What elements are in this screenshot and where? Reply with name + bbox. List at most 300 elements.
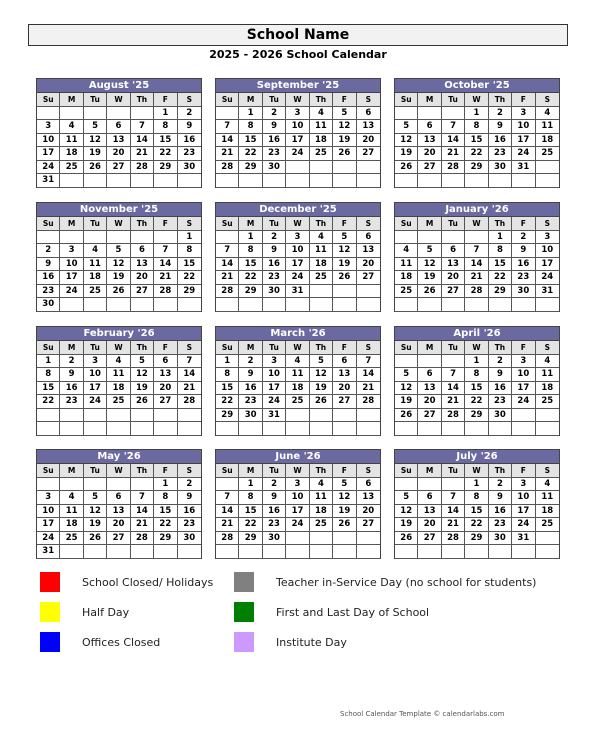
day-cell: 26 [84,532,107,546]
empty-day-cell [154,545,177,559]
day-cell: 26 [107,285,130,299]
empty-day-cell [216,298,239,312]
day-cell: 8 [178,244,201,258]
day-cell: 29 [216,409,239,423]
day-cell: 27 [418,161,441,175]
weekday-header: Su [216,464,239,478]
day-cell: 17 [37,147,60,161]
day-cell: 1 [216,355,239,369]
day-cell: 15 [239,505,262,519]
day-cell: 2 [263,231,286,245]
weekday-header: Tu [84,341,107,355]
weekday-header: F [333,93,356,107]
day-cell: 3 [512,478,535,492]
day-cell: 29 [178,285,201,299]
month-calendar [215,449,381,559]
day-cell: 12 [333,244,356,258]
day-cell: 25 [310,147,333,161]
day-cell: 10 [512,491,535,505]
empty-day-cell [310,409,333,423]
month-title: January '26 [395,203,559,217]
weekday-header: Tu [263,341,286,355]
day-cell: 14 [357,368,380,382]
day-cell: 21 [216,147,239,161]
day-cell: 12 [107,258,130,272]
day-cell: 5 [395,491,418,505]
day-cell: 14 [154,258,177,272]
day-cell: 30 [512,285,535,299]
day-cell: 5 [395,368,418,382]
empty-day-cell [512,409,535,423]
weekday-header: Su [216,93,239,107]
day-cell: 21 [442,395,465,409]
day-cell: 21 [178,382,201,396]
day-cell: 18 [536,134,559,148]
month-calendar [36,78,202,188]
day-cell: 24 [536,271,559,285]
day-cell: 13 [107,505,130,519]
day-cell: 13 [357,120,380,134]
day-cell: 15 [239,134,262,148]
day-cell: 28 [442,532,465,546]
weekday-header: M [418,341,441,355]
day-cell: 23 [512,271,535,285]
day-cell: 25 [310,518,333,532]
day-cell: 16 [60,382,83,396]
day-cell: 11 [60,134,83,148]
day-cell: 3 [60,244,83,258]
legend-label: School Closed/ Holidays [82,575,214,589]
day-cell: 13 [418,382,441,396]
day-cell: 7 [442,368,465,382]
day-cell: 6 [442,244,465,258]
day-cell: 22 [239,518,262,532]
empty-day-cell [216,231,239,245]
month-title: February '26 [37,327,201,341]
day-cell: 22 [37,395,60,409]
weekday-header: M [239,464,262,478]
day-cell: 3 [37,120,60,134]
weekday-header: Tu [442,341,465,355]
weekday-header: Su [395,464,418,478]
day-cell: 11 [60,505,83,519]
day-cell: 20 [418,395,441,409]
day-cell: 28 [131,161,154,175]
day-cell: 20 [107,147,130,161]
empty-day-cell [60,107,83,121]
day-cell: 18 [60,147,83,161]
day-cell: 1 [239,231,262,245]
empty-day-cell [154,298,177,312]
day-cell: 9 [37,258,60,272]
empty-day-cell [418,422,441,436]
day-cell: 1 [154,107,177,121]
empty-day-cell [536,409,559,423]
day-cell: 6 [357,107,380,121]
month-day-grid [37,464,201,559]
weekday-header: F [512,341,535,355]
day-cell: 30 [239,409,262,423]
day-cell: 27 [131,285,154,299]
day-cell: 19 [395,147,418,161]
empty-day-cell [333,422,356,436]
month-title: October '25 [395,79,559,93]
day-cell: 8 [465,120,488,134]
weekday-header: Tu [442,93,465,107]
day-cell: 29 [465,532,488,546]
day-cell: 28 [442,161,465,175]
day-cell: 2 [178,107,201,121]
weekday-header: Su [395,217,418,231]
day-cell: 24 [37,532,60,546]
day-cell: 26 [131,395,154,409]
month-day-grid [216,93,380,188]
empty-day-cell [333,285,356,299]
day-cell: 15 [37,382,60,396]
weekday-header: M [60,217,83,231]
weekday-header: Th [310,464,333,478]
legend-item [234,602,429,622]
day-cell: 9 [239,368,262,382]
weekday-header: F [154,93,177,107]
empty-day-cell [536,545,559,559]
empty-day-cell [131,298,154,312]
weekday-header: M [239,93,262,107]
day-cell: 6 [333,355,356,369]
empty-day-cell [465,298,488,312]
day-cell: 14 [131,505,154,519]
day-cell: 6 [418,491,441,505]
legend-item [234,632,347,652]
day-cell: 21 [442,147,465,161]
weekday-header: F [512,464,535,478]
month-calendar [215,202,381,312]
empty-day-cell [107,409,130,423]
empty-day-cell [131,107,154,121]
weekday-header: Su [37,464,60,478]
day-cell: 30 [489,532,512,546]
empty-day-cell [395,355,418,369]
day-cell: 28 [442,409,465,423]
weekday-header: M [418,464,441,478]
day-cell: 4 [536,478,559,492]
day-cell: 18 [84,271,107,285]
empty-day-cell [310,285,333,299]
empty-day-cell [263,422,286,436]
day-cell: 19 [84,147,107,161]
empty-day-cell [131,545,154,559]
day-cell: 4 [60,120,83,134]
month-day-grid [37,217,201,312]
day-cell: 3 [286,231,309,245]
day-cell: 9 [263,491,286,505]
day-cell: 26 [395,532,418,546]
day-cell: 5 [131,355,154,369]
month-title: May '26 [37,450,201,464]
day-cell: 13 [333,368,356,382]
day-cell: 3 [37,491,60,505]
day-cell: 7 [216,491,239,505]
day-cell: 19 [418,271,441,285]
day-cell: 14 [216,134,239,148]
day-cell: 7 [357,355,380,369]
day-cell: 1 [239,478,262,492]
empty-day-cell [37,478,60,492]
day-cell: 19 [310,382,333,396]
empty-day-cell [286,174,309,188]
day-cell: 6 [418,368,441,382]
month-calendar [36,449,202,559]
weekday-header: Tu [442,217,465,231]
day-cell: 12 [310,368,333,382]
day-cell: 25 [536,395,559,409]
empty-day-cell [536,298,559,312]
weekday-header: W [286,93,309,107]
day-cell: 18 [536,505,559,519]
empty-day-cell [333,161,356,175]
day-cell: 19 [395,518,418,532]
day-cell: 13 [418,134,441,148]
empty-day-cell [442,174,465,188]
weekday-header: W [286,217,309,231]
day-cell: 9 [178,491,201,505]
empty-day-cell [154,422,177,436]
day-cell: 24 [286,271,309,285]
empty-day-cell [286,545,309,559]
day-cell: 19 [333,134,356,148]
empty-day-cell [512,298,535,312]
day-cell: 11 [286,368,309,382]
empty-day-cell [512,422,535,436]
empty-day-cell [465,422,488,436]
day-cell: 21 [216,518,239,532]
day-cell: 2 [263,107,286,121]
empty-day-cell [60,174,83,188]
day-cell: 27 [357,147,380,161]
day-cell: 10 [512,120,535,134]
day-cell: 28 [154,285,177,299]
legend-item [234,572,536,592]
empty-day-cell [178,298,201,312]
day-cell: 27 [107,161,130,175]
day-cell: 18 [310,258,333,272]
day-cell: 2 [489,107,512,121]
day-cell: 20 [442,271,465,285]
weekday-header: Su [216,217,239,231]
day-cell: 15 [216,382,239,396]
day-cell: 9 [489,368,512,382]
day-cell: 21 [442,518,465,532]
day-cell: 3 [512,355,535,369]
empty-day-cell [286,532,309,546]
day-cell: 2 [489,355,512,369]
day-cell: 14 [442,134,465,148]
day-cell: 29 [239,285,262,299]
legend [40,572,560,652]
day-cell: 10 [512,368,535,382]
empty-day-cell [442,478,465,492]
weekday-header: S [178,341,201,355]
day-cell: 8 [154,491,177,505]
day-cell: 27 [107,532,130,546]
day-cell: 6 [357,478,380,492]
day-cell: 29 [465,409,488,423]
empty-day-cell [418,298,441,312]
empty-day-cell [239,422,262,436]
weekday-header: S [178,217,201,231]
day-cell: 14 [216,505,239,519]
day-cell: 16 [489,505,512,519]
day-cell: 13 [442,258,465,272]
weekday-header: Tu [84,217,107,231]
day-cell: 12 [84,134,107,148]
empty-day-cell [357,174,380,188]
weekday-header: S [178,93,201,107]
day-cell: 13 [357,244,380,258]
month-day-grid [37,93,201,188]
day-cell: 10 [263,368,286,382]
day-cell: 28 [216,285,239,299]
empty-day-cell [536,532,559,546]
day-cell: 24 [263,395,286,409]
day-cell: 28 [465,285,488,299]
day-cell: 8 [239,244,262,258]
weekday-header: Th [310,93,333,107]
day-cell: 19 [395,395,418,409]
weekday-header: S [357,341,380,355]
day-cell: 19 [333,258,356,272]
day-cell: 5 [107,244,130,258]
empty-day-cell [310,422,333,436]
day-cell: 28 [357,395,380,409]
day-cell: 31 [512,532,535,546]
day-cell: 24 [512,395,535,409]
day-cell: 2 [263,478,286,492]
day-cell: 25 [60,532,83,546]
day-cell: 22 [239,271,262,285]
day-cell: 8 [465,491,488,505]
day-cell: 19 [131,382,154,396]
day-cell: 13 [357,491,380,505]
day-cell: 22 [216,395,239,409]
empty-day-cell [263,298,286,312]
day-cell: 8 [239,491,262,505]
footer-credit: School Calendar Template © calendarlabs.com [340,710,505,718]
empty-day-cell [395,231,418,245]
day-cell: 18 [310,134,333,148]
day-cell: 27 [357,271,380,285]
day-cell: 30 [489,161,512,175]
weekday-header: Su [37,93,60,107]
day-cell: 13 [418,505,441,519]
empty-day-cell [263,545,286,559]
day-cell: 10 [60,258,83,272]
day-cell: 16 [263,505,286,519]
empty-day-cell [107,107,130,121]
day-cell: 9 [263,244,286,258]
month-day-grid [216,217,380,312]
day-cell: 11 [536,368,559,382]
weekday-header: W [107,341,130,355]
day-cell: 26 [395,409,418,423]
weekday-header: Th [489,217,512,231]
day-cell: 18 [310,505,333,519]
month-day-grid [37,341,201,436]
day-cell: 18 [536,382,559,396]
month-day-grid [216,464,380,559]
day-cell: 9 [178,120,201,134]
yellow-swatch-icon [40,602,60,622]
day-cell: 22 [239,147,262,161]
legend-label: Half Day [82,605,130,619]
day-cell: 31 [286,285,309,299]
day-cell: 25 [395,285,418,299]
day-cell: 10 [536,244,559,258]
month-day-grid [395,464,559,559]
day-cell: 14 [442,505,465,519]
empty-day-cell [84,409,107,423]
day-cell: 19 [84,518,107,532]
empty-day-cell [310,298,333,312]
day-cell: 30 [263,161,286,175]
empty-day-cell [418,231,441,245]
day-cell: 23 [489,147,512,161]
empty-day-cell [310,174,333,188]
empty-day-cell [512,545,535,559]
day-cell: 16 [512,258,535,272]
day-cell: 10 [286,244,309,258]
day-cell: 20 [131,271,154,285]
day-cell: 30 [178,532,201,546]
day-cell: 14 [465,258,488,272]
empty-day-cell [239,174,262,188]
month-calendar [394,202,560,312]
day-cell: 1 [465,478,488,492]
empty-day-cell [333,298,356,312]
day-cell: 6 [107,120,130,134]
day-cell: 25 [107,395,130,409]
day-cell: 26 [333,147,356,161]
empty-day-cell [442,545,465,559]
weekday-header: Tu [442,464,465,478]
day-cell: 28 [216,161,239,175]
empty-day-cell [333,532,356,546]
day-cell: 1 [239,107,262,121]
day-cell: 13 [131,258,154,272]
day-cell: 13 [154,368,177,382]
month-day-grid [395,93,559,188]
weekday-header: Th [310,341,333,355]
day-cell: 17 [512,382,535,396]
weekday-header: M [239,341,262,355]
day-cell: 15 [489,258,512,272]
day-cell: 5 [333,107,356,121]
day-cell: 20 [154,382,177,396]
empty-day-cell [131,409,154,423]
day-cell: 11 [536,120,559,134]
day-cell: 23 [263,518,286,532]
day-cell: 24 [84,395,107,409]
empty-day-cell [154,231,177,245]
weekday-header: S [536,217,559,231]
empty-day-cell [536,161,559,175]
empty-day-cell [131,231,154,245]
empty-day-cell [489,545,512,559]
empty-day-cell [263,174,286,188]
weekday-header: Su [395,341,418,355]
day-cell: 2 [178,478,201,492]
empty-day-cell [357,285,380,299]
